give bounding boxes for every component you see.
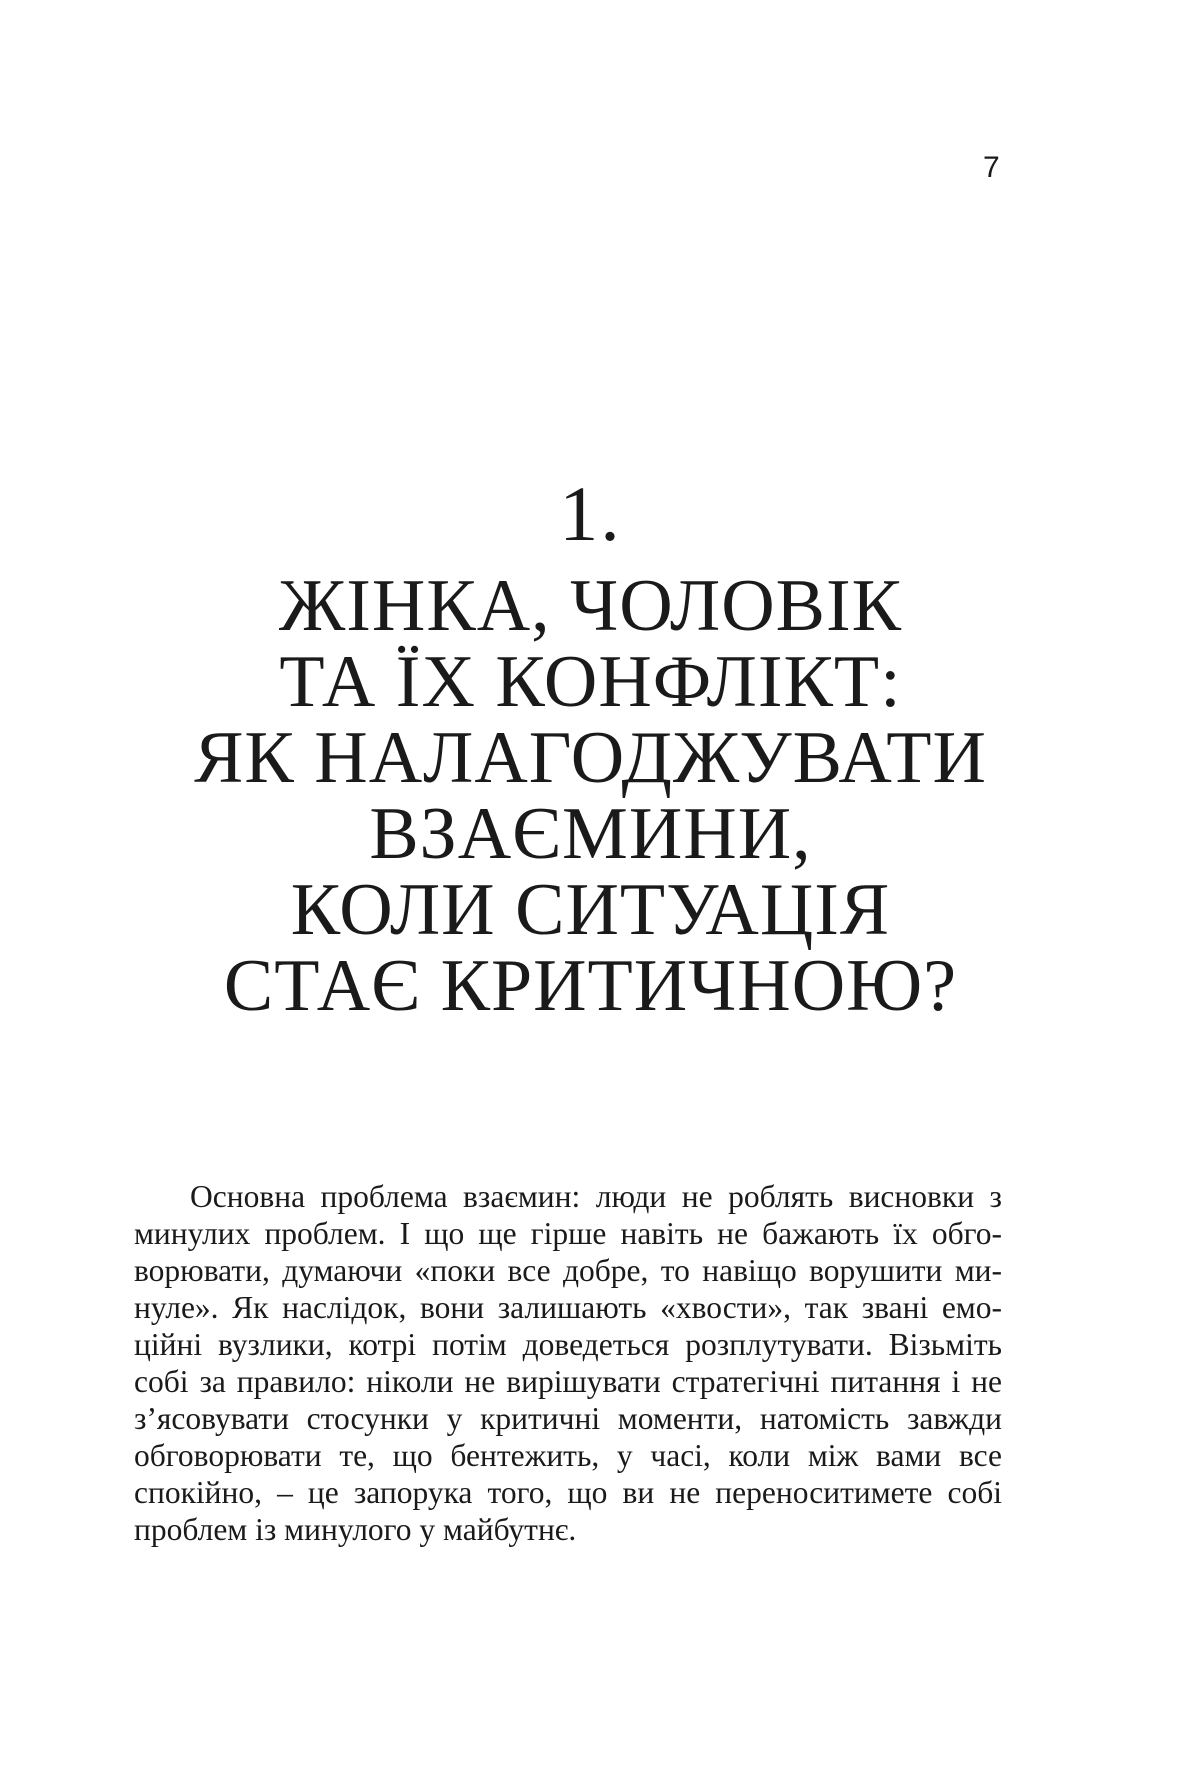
body-paragraph: Основна проблема взаємин: люди не роблять висновки з минулих проблем. І що ще гірше навіть не бажають їх обговорювати, думаючи «поки все добре, то навіщо ворушити минуле». Як наслідок, вони залишають «хвости», так звані емоційні вузлики, котрі потім доведеться розплутувати. Візьміть собі за правило: ніколи не вирішувати стратегічні питання і не з’ясовувати стосунки у критичні моменти, натомість завжди обговорювати те, що бентежить, у часі, коли між вами все спокійно, – це запорука того, що ви не переноситимете собі проблем із минулого у майбутнє. bbox=[134, 1179, 1002, 1547]
chapter-title-line: КОЛИ СИТУАЦІЯ bbox=[290, 869, 891, 951]
chapter-title-line: СТАЄ КРИТИЧНОЮ? bbox=[223, 945, 958, 1027]
chapter-heading bbox=[0, 468, 1181, 1027]
chapter-title bbox=[0, 565, 1181, 1027]
chapter-number: 1. bbox=[559, 470, 622, 557]
page-number: 7 bbox=[983, 151, 1000, 184]
chapter-title-line: ВЗАЄМИНИ, bbox=[369, 793, 812, 875]
chapter-title-line: ЖІНКА, ЧОЛОВІК bbox=[278, 565, 903, 647]
chapter-title-line: ЯК НАЛАГОДЖУВАТИ bbox=[194, 717, 987, 799]
chapter-title-line: ТА ЇХ КОНФЛІКТ: bbox=[279, 641, 902, 723]
